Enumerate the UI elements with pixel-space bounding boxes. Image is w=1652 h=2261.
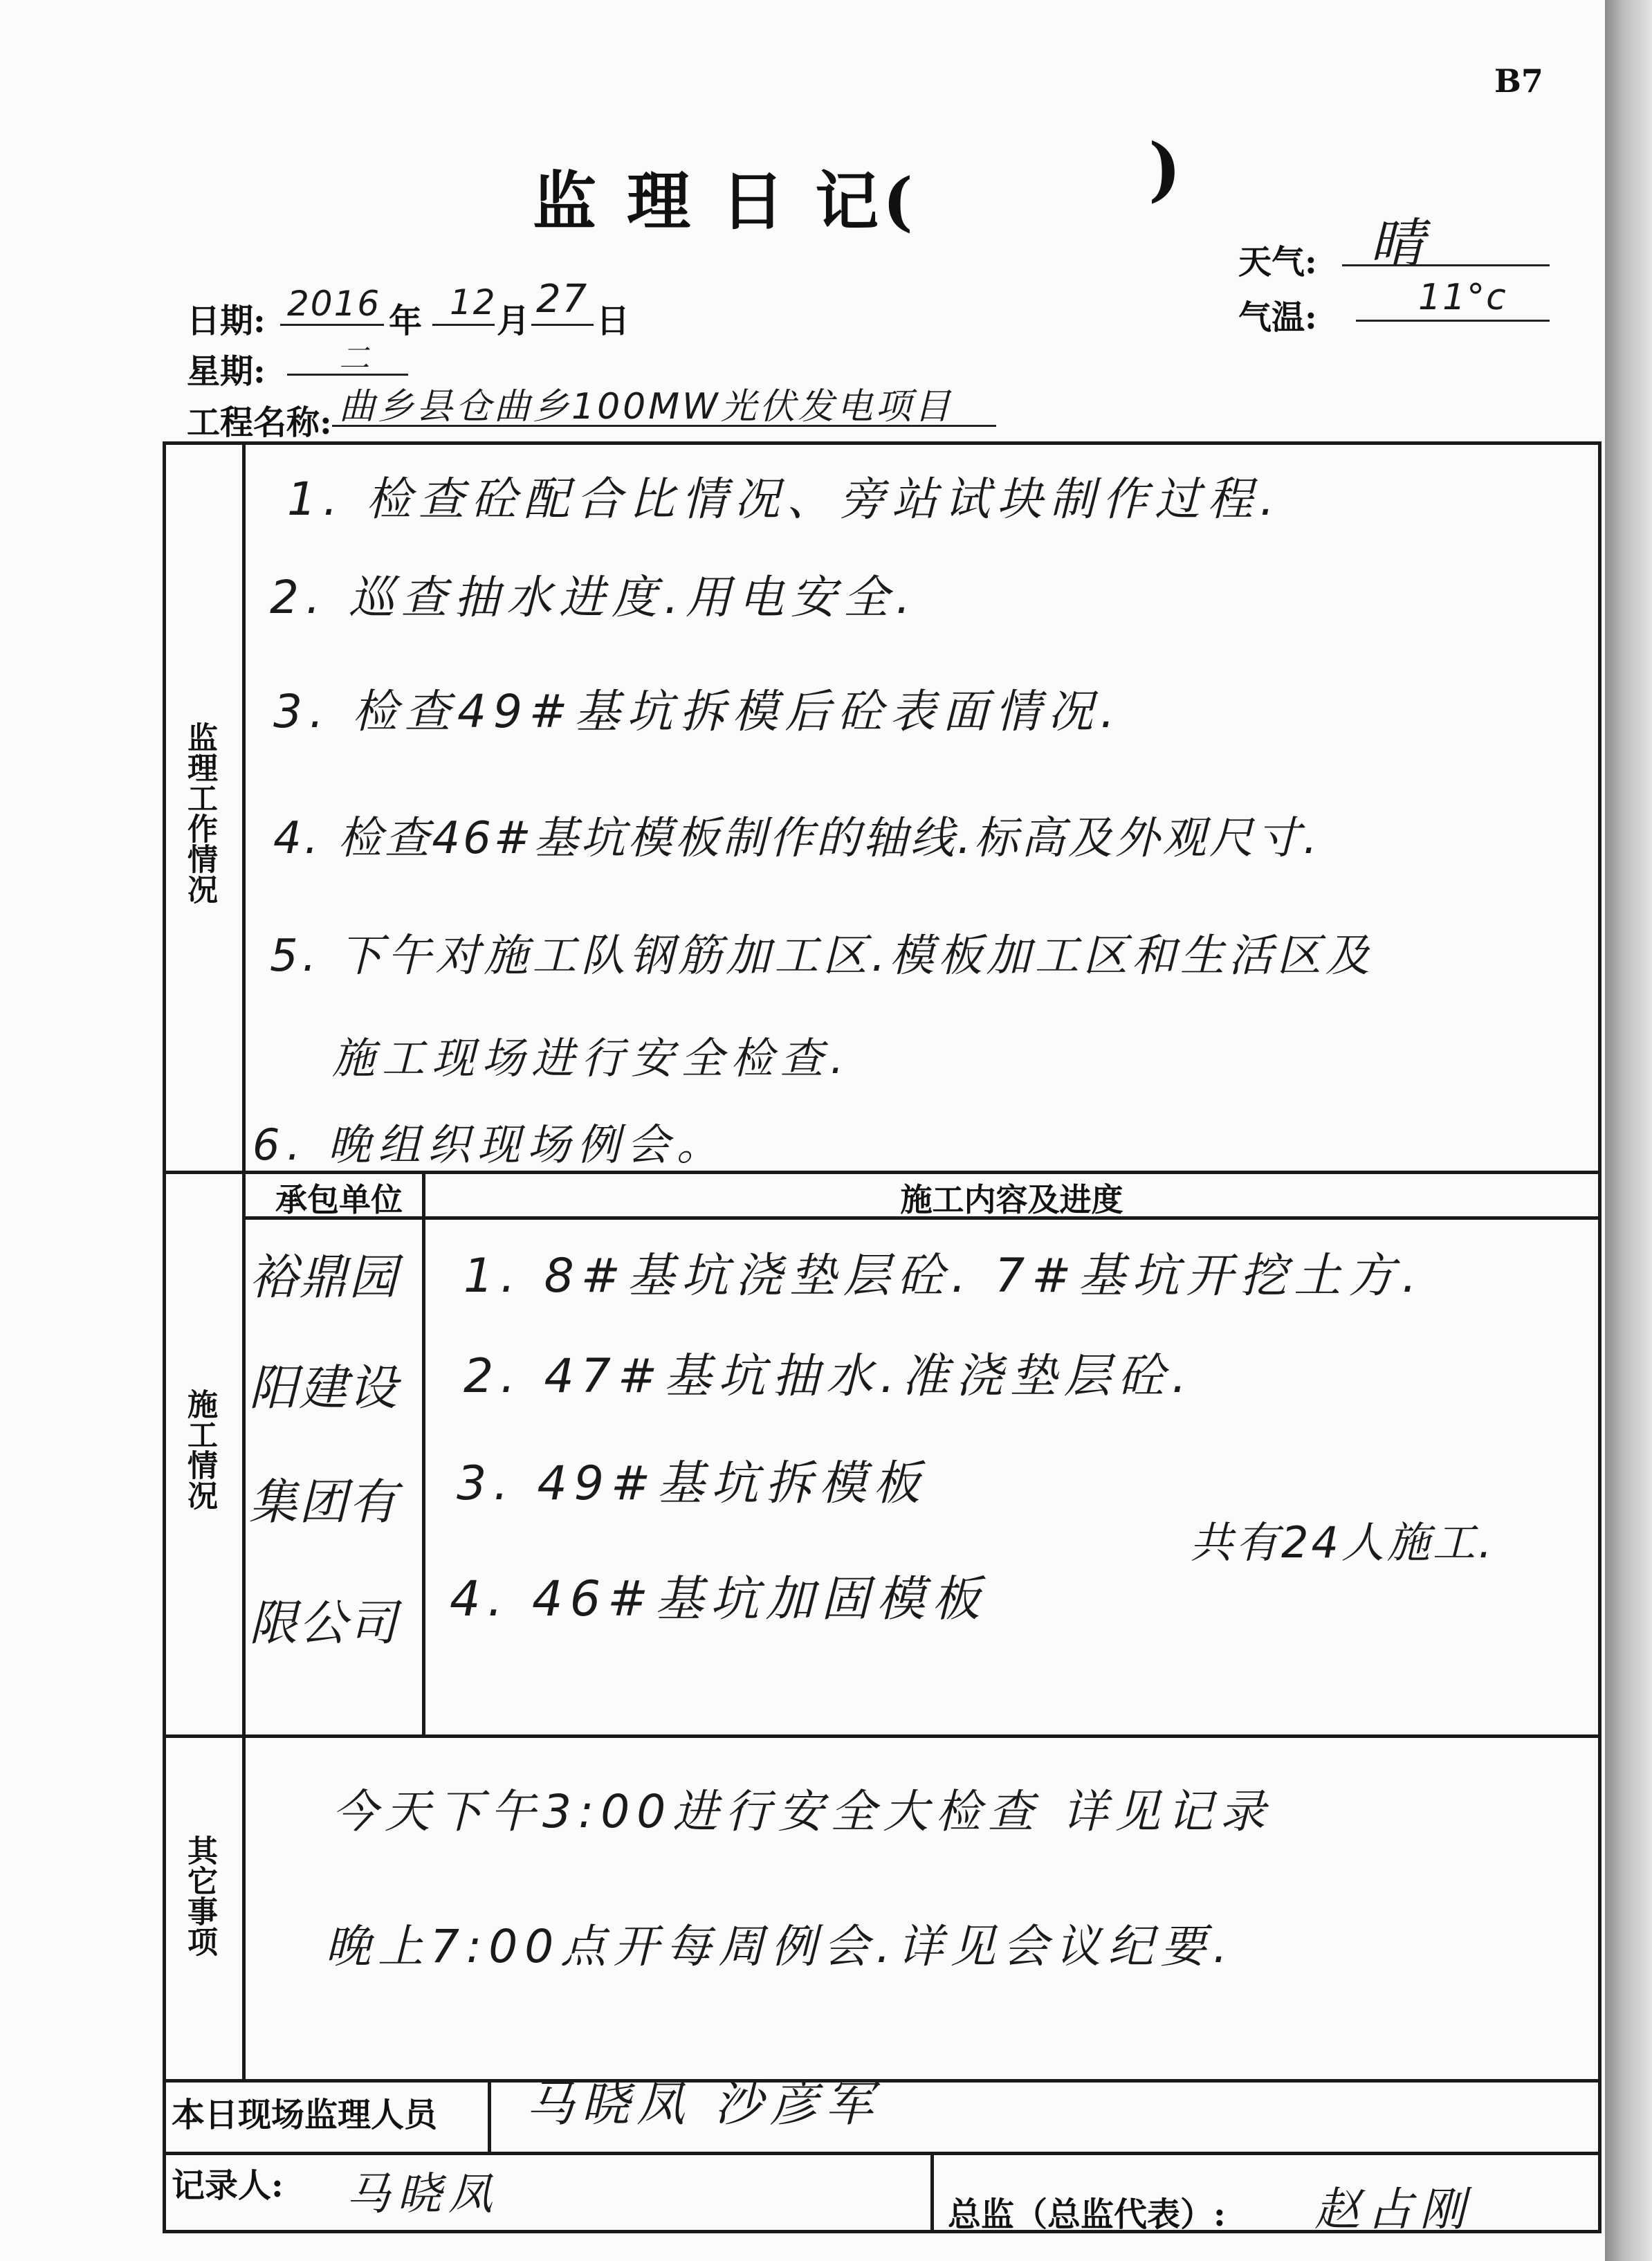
weekday-label: 星期:: [187, 352, 266, 391]
project-underline: [332, 425, 996, 427]
supervision-line-6: 施工现场进行安全检查.: [332, 1033, 851, 1083]
weather-value: 晴: [1370, 213, 1431, 275]
recorder-value: 马晓凤: [346, 2169, 499, 2220]
construction-line-2: 2. 47#基坑抽水.准浇垫层砼.: [464, 1349, 1194, 1404]
month-underline: [432, 324, 495, 326]
construction-line-3: 3. 49#基坑拆模板: [457, 1456, 927, 1511]
supervision-bottom-border: [163, 1171, 1601, 1174]
contractor-column-divider: [422, 1171, 425, 1734]
project-label: 工程名称:: [187, 403, 332, 442]
temp-value: 11°c: [1418, 277, 1507, 318]
contractor-line-4: 限公司: [249, 1595, 398, 1651]
other-line-1: 今天下午3:00进行安全大检查 详见记录: [332, 1785, 1273, 1838]
table-right-border: [1598, 441, 1601, 2230]
supervision-line-7: 6. 晚组织现场例会。: [253, 1119, 726, 1170]
staff-value: 马晓凤 沙彦军: [526, 2076, 881, 2132]
workers-note: 共有24人施工.: [1190, 1517, 1495, 1568]
chief-divider: [930, 2152, 934, 2230]
staff-label: 本日现场监理人员: [172, 2096, 438, 2134]
construction-line-1: 1. 8#基坑浇垫层砼. 7#基坑开挖土方.: [464, 1249, 1424, 1303]
construction-bottom-border: [163, 1734, 1601, 1738]
supervision-line-5: 5. 下午对施工队钢筋加工区.模板加工区和生活区及: [270, 931, 1374, 982]
date-month: 12: [450, 282, 497, 322]
table-top-border: [163, 441, 1601, 445]
date-year: 2016: [287, 284, 381, 324]
title-close-paren: ): [1148, 128, 1182, 210]
construction-header-border: [242, 1216, 1601, 1220]
table-bottom-border: [163, 2230, 1601, 2233]
day-underline: [531, 324, 594, 326]
construction-line-4: 4. 46#基坑加固模板: [450, 1571, 987, 1627]
recorder-label: 记录人:: [172, 2166, 284, 2205]
year-underline: [280, 324, 384, 326]
page-edge-shadow: [1605, 0, 1652, 2261]
weather-label: 天气:: [1238, 243, 1317, 282]
construction-section-label: 施工情况: [182, 1389, 217, 1510]
contractor-line-2: 阳建设: [249, 1360, 398, 1416]
contractor-line-1: 裕鼎园: [249, 1249, 398, 1306]
table-left-border: [163, 441, 166, 2230]
contractor-header: 承包单位: [275, 1181, 403, 1218]
form-code: B7: [1494, 62, 1543, 100]
weekday-underline: [287, 374, 408, 376]
supervision-section-label: 监理工作情况: [182, 722, 217, 904]
content-header: 施工内容及进度: [900, 1181, 1123, 1218]
chief-label: 总监（总监代表）:: [948, 2195, 1226, 2234]
month-label: 月: [497, 302, 531, 340]
temp-label: 气温:: [1238, 298, 1317, 337]
label-column-divider: [242, 441, 246, 2081]
weekday-value: 二: [339, 341, 376, 376]
date-label: 日期:: [187, 302, 266, 340]
other-bottom-border: [163, 2079, 1601, 2082]
supervision-line-1: 1. 检查砼配合比情况、旁站试块制作过程.: [287, 473, 1281, 526]
other-section-label: 其它事项: [182, 1835, 217, 1957]
supervision-line-2: 2. 巡查抽水进度.用电安全.: [270, 571, 917, 624]
supervision-line-4: 4. 检查46#基坑模板制作的轴线.标高及外观尺寸.: [273, 813, 1321, 864]
date-day: 27: [536, 277, 589, 322]
weather-underline: [1342, 264, 1550, 266]
chief-value: 赵占刚: [1314, 2183, 1472, 2236]
supervision-line-3: 3. 检查49#基坑拆模后砼表面情况.: [273, 685, 1122, 738]
project-value: 曲乡县仓曲乡100MW光伏发电项目: [339, 386, 953, 428]
temp-underline: [1356, 320, 1550, 322]
other-line-2: 晚上7:00点开每周例会.详见会议纪要.: [325, 1920, 1235, 1973]
staff-bottom-border: [163, 2152, 1601, 2155]
day-label: 日: [596, 302, 630, 340]
year-label: 年: [389, 302, 423, 340]
page-title: 监 理 日 记(: [533, 164, 917, 239]
contractor-line-3: 集团有: [249, 1474, 398, 1530]
staff-label-divider: [488, 2079, 491, 2152]
